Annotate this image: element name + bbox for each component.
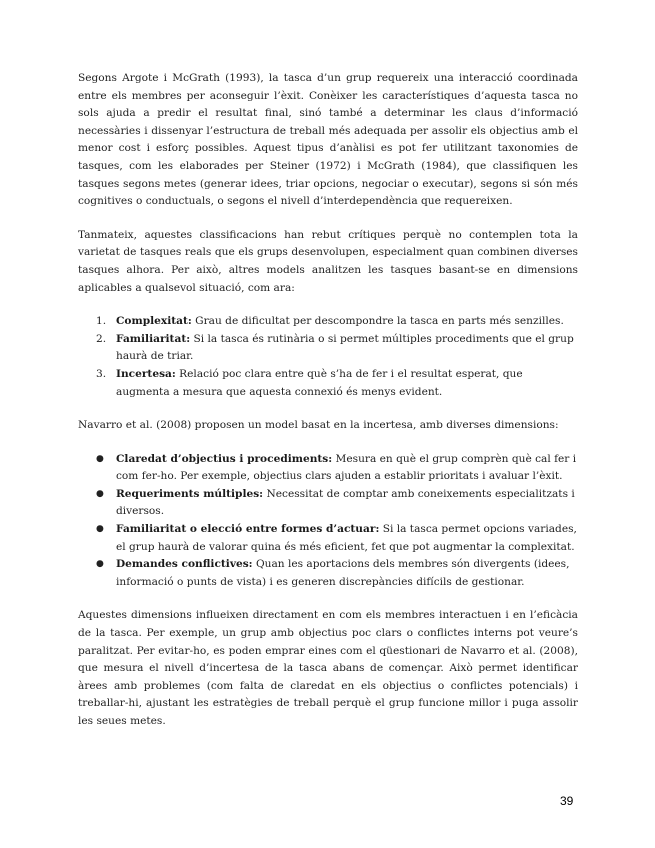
page-content: [78, 70, 578, 747]
list-term: Incertesa:: [116, 367, 176, 380]
list-text: Relació poc clara entre què s’ha de fer i el resultat esperat, que augmenta a mesura que aquesta connexió és menys evident.: [116, 367, 523, 398]
list-text: Grau de dificultat per descompondre la tasca en parts més senzilles.: [191, 315, 564, 328]
bullet-icon: ●: [96, 524, 104, 535]
list-term: Familiaritat o elecció entre formes d’actuar:: [116, 523, 380, 536]
uncertainty-dimensions-list: [78, 451, 578, 592]
paragraph-criticism: Tanmateix, aquestes classificacions han rebut crítiques perquè no contemplen tota la varietat de tasques reals que els grups desenvolupen, especialment quan combinen diverses tasques alhora. Per això, altres models analitzen les tasques basant-se en dimensions aplicables a qualsevol situació, com ara:: [78, 228, 578, 294]
paragraph-closing: Aquestes dimensions influeixen directament en com els membres interactuen i en l’eficàcia de la tasca. Per exemple, un grup amb objectius poc clars o conflictes interns pot veure’s paralitzat. Per evitar-ho, es poden emprar eines com el qüestionari de Navarro et al. (2008), que mesura el nivell d’incertesa de la tasca abans de començar. Això permet identificar àrees amb problemes (com falta de claredat en els objectius o conflictes potencials) i treballar-hi, ajustant les estratègies de treball perquè el grup funcione millor i puga assolir les seues metes.: [78, 609, 578, 727]
paragraph-navarro-intro: Navarro et al. (2008) proposen un model basat en la incertesa, amb diverses dimensions:: [78, 419, 559, 432]
list-item: [78, 313, 578, 331]
list-text: Mesura en què el grup comprèn què cal fer i com fer-ho. Per exemple, objectius clars ajuden a establir prioritats i avaluar l’èxit.: [116, 452, 577, 483]
list-term: Complexitat:: [116, 315, 192, 328]
list-text: Quan les aportacions dels membres són divergents (idees, informació o punts de vista) i es generen discrepàncies difícils de gestionar.: [116, 558, 570, 588]
paragraph-argote-mcgrath: Segons Argote i McGrath (1993), la tasca d’un grup requereix una interacció coordinada entre els membres per aconseguir l’èxit. Conèixer les característiques d’aquesta tasca no sols ajuda a predir el resultat final, sinó també a determinar les claus d’informació necessàries i dissenyar l’estructura de treball més adequada per assolir els objectius amb el menor cost i esforç possibles. Aquest tipus d’anàlisi es pot fer utilitzant taxonomies de tasques, com les elaborades per Steiner (1972) i McGrath (1984), que classifiquen les tasques segons metes (generar idees, triar opcions, negociar o executar), segons si són més cognitives o conductuals, o segons el nivell d’interdependència que requereixen.: [78, 72, 578, 208]
list-term: Familiaritat:: [116, 332, 191, 345]
page-number: 39: [560, 794, 574, 808]
list-number: 3.: [96, 367, 107, 380]
bullet-icon: ●: [96, 453, 104, 464]
list-text: Si la tasca permet opcions variades, el grup haurà de valorar quina és més eficient, fet que pot augmentar la complexitat.: [116, 523, 577, 553]
bullet-icon: ●: [96, 488, 104, 499]
bullet-icon: ●: [96, 559, 104, 570]
task-dimensions-list: [78, 313, 578, 401]
list-item: [78, 486, 578, 521]
list-term: Requeriments múltiples:: [116, 487, 264, 500]
list-item: [78, 451, 578, 486]
list-number: 2.: [96, 332, 107, 345]
list-item: [78, 331, 578, 366]
list-item: [78, 366, 578, 401]
list-text: Si la tasca és rutinària o si permet múltiples procediments que el grup haurà de triar.: [116, 332, 574, 363]
list-term: Claredat d’objectius i procediments:: [116, 452, 333, 465]
list-term: Demandes conflictives:: [116, 558, 253, 571]
list-item: [78, 521, 578, 556]
list-item: [78, 556, 578, 591]
list-number: 1.: [96, 315, 107, 328]
list-text: Necessitat de comptar amb coneixements especialitzats i diversos.: [116, 487, 575, 518]
